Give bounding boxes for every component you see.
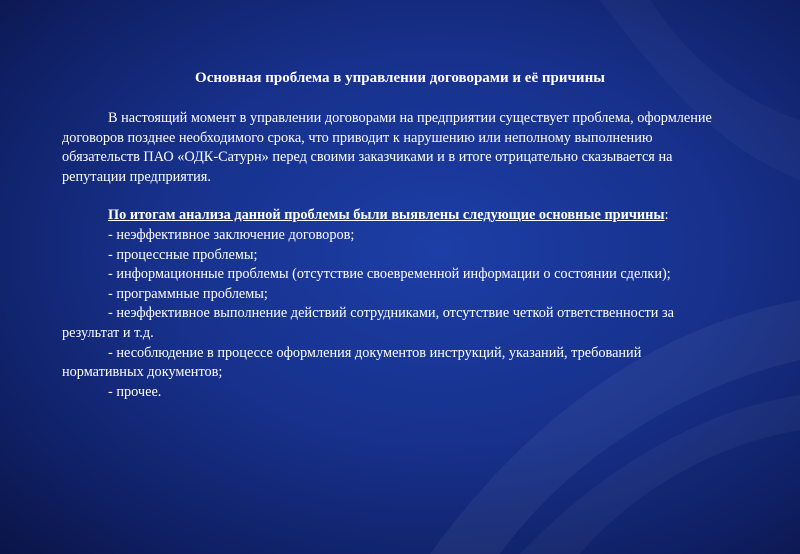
reason-item: - несоблюдение в процессе оформления документов инструкций, указаний, требований нормативных документов; [62,344,642,381]
slide-title: Основная проблема в управлении договорами и её причины [195,70,605,86]
reason-item: - программные проблемы; [108,285,268,302]
intro-paragraph: В настоящий момент в управлении договорами на предприятии существует проблема, оформление договоров позднее необходимого срока, что приводит к нарушению или неполному выполнению обязательств ПАО «ОДК-Сатурн» перед своими заказчиками и в итоге отрицательно сказывается на репутации предприятия. [62,110,712,185]
reasons-heading [62,206,722,226]
reason-item: - процессные проблемы; [108,246,258,263]
reason-item: - информационные проблемы (отсутствие своевременной информации о состоянии сделки); [108,266,671,283]
reason-item: - неэффективное выполнение действий сотрудниками, отсутствие четкой ответственности за результат и т.д. [62,305,674,341]
reasons-heading-colon: : [664,207,669,224]
reason-item: - прочее. [108,383,162,400]
reasons-heading-text: По итогам анализа данной проблемы были выявлены следующие основные причины [108,207,665,224]
paragraph-gap [62,187,722,206]
slide-body [62,109,722,402]
reason-item: - неэффективное заключение договоров; [108,226,355,243]
